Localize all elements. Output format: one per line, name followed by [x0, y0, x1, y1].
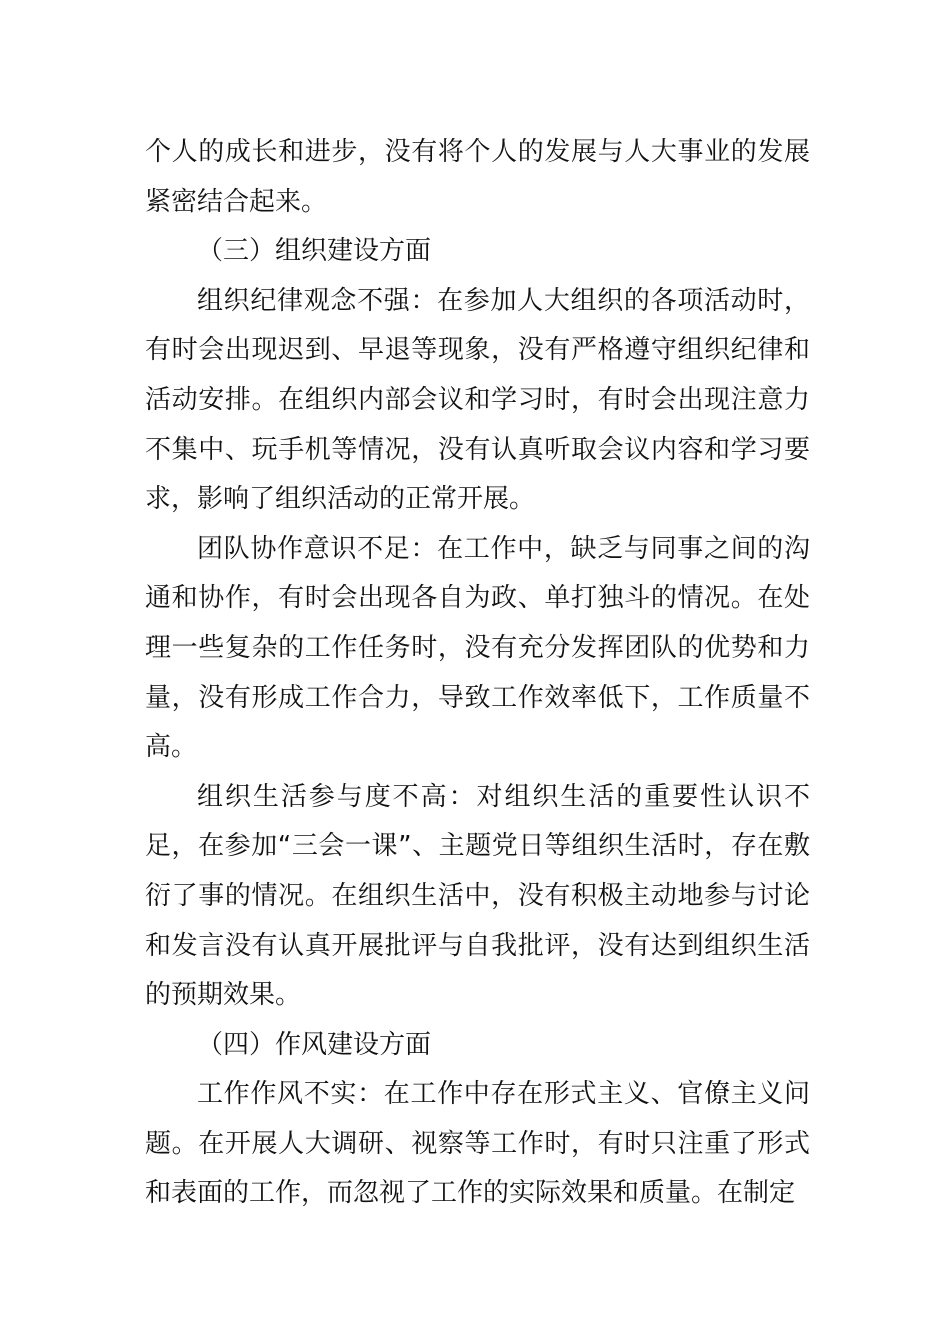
document-body: [145, 128, 810, 1219]
paragraph-teamwork: 团队协作意识不足：在工作中，缺乏与同事之间的沟通和协作，有时会出现各自为政、单打独斗的情况。在处理一些复杂的工作任务时，没有充分发挥团队的优势和力量，没有形成工作合力，导致工作效率低下，工作质量不高。: [145, 533, 810, 763]
paragraph-discipline: 组织纪律观念不强：在参加人大组织的各项活动时，有时会出现迟到、早退等现象，没有严格遵守组织纪律和活动安排。在组织内部会议和学习时，有时会出现注意力不集中、玩手机等情况，没有认真听取会议内容和学习要求，影响了组织活动的正常开展。: [145, 285, 810, 515]
paragraph-continuation: 个人的成长和进步，没有将个人的发展与人大事业的发展紧密结合起来。: [145, 137, 810, 217]
section-heading-organization: （三）组织建设方面: [197, 236, 432, 267]
section-heading-work-style: （四）作风建设方面: [197, 1029, 432, 1060]
paragraph-work-style: 工作作风不实：在工作中存在形式主义、官僚主义问题。在开展人大调研、视察等工作时，有时只注重了形式和表面的工作，而忽视了工作的实际效果和质量。在制定: [145, 1079, 810, 1209]
paragraph-organization-life: 组织生活参与度不高：对组织生活的重要性认识不足，在参加“三会一课”、主题党日等组织生活时，存在敷衍了事的情况。在组织生活中，没有积极主动地参与讨论和发言没有认真开展批评与自我批评，没有达到组织生活的预期效果。: [145, 781, 810, 1011]
